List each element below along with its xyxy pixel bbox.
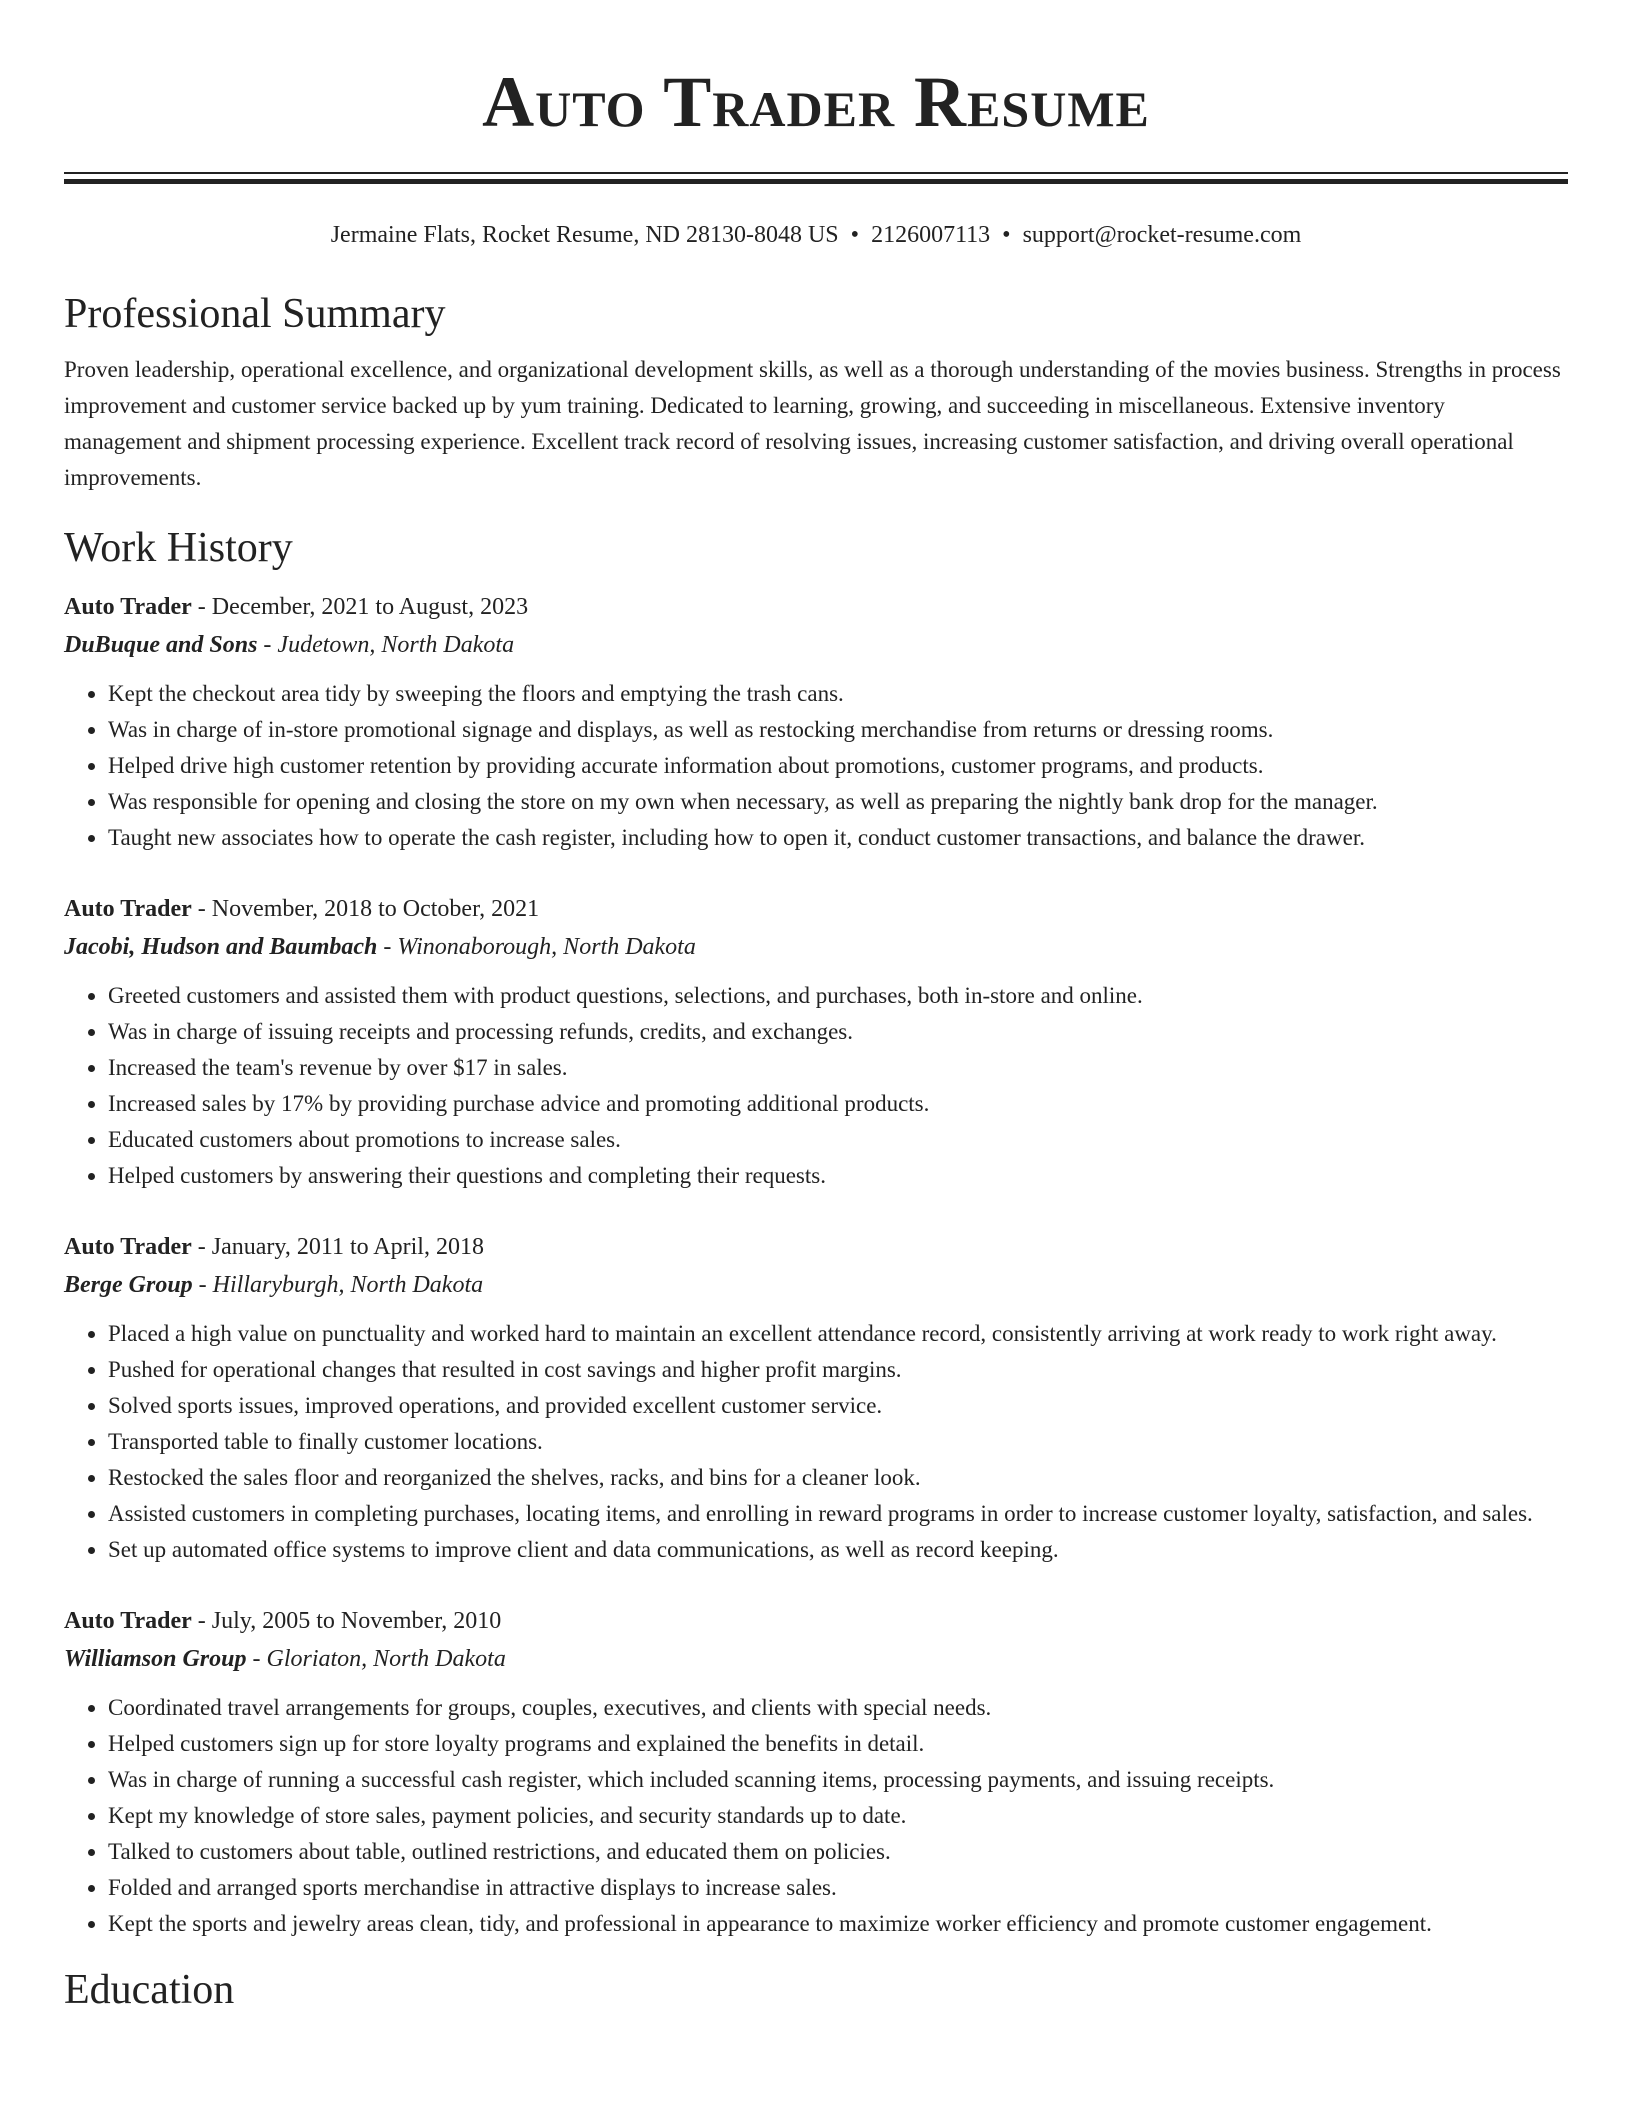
contact-line — [64, 220, 1568, 250]
title-divider — [64, 172, 1568, 184]
job-bullet: • Greeted customers and assisted them with product questions, selections, and purchases, both in-store and online. — [108, 978, 1568, 1014]
job-dates: - July, 2005 to November, 2010 — [191, 1608, 502, 1634]
job-location: - Hillaryburgh, North Dakota — [192, 1272, 484, 1298]
contact-phone: 2126007113 — [871, 222, 991, 248]
job-entry — [64, 890, 1568, 1194]
title-divider-thin — [64, 172, 1568, 174]
work-history-list — [64, 588, 1568, 1942]
job-dates: - December, 2021 to August, 2023 — [191, 594, 529, 620]
job-bullets — [64, 676, 1568, 856]
job-company-line — [64, 1640, 1568, 1678]
contact-separator: • — [850, 222, 860, 248]
job-bullet: • Was in charge of issuing receipts and processing refunds, credits, and exchanges. — [108, 1014, 1568, 1050]
job-company: Berge Group — [64, 1272, 193, 1298]
job-bullet: • Kept my knowledge of store sales, payment policies, and security standards up to date. — [108, 1798, 1568, 1834]
resume-title: Auto Trader Resume — [482, 62, 1150, 142]
job-bullet: • Increased sales by 17% by providing purchase advice and promoting additional products. — [108, 1086, 1568, 1122]
job-bullet: • Solved sports issues, improved operations, and provided excellent customer service. — [108, 1388, 1568, 1424]
job-bullet: • Increased the team's revenue by over $17 in sales. — [108, 1050, 1568, 1086]
job-entry — [64, 1228, 1568, 1568]
job-bullet: • Was responsible for opening and closing the store on my own when necessary, as well as preparing the nightly bank drop for the manager. — [108, 784, 1568, 820]
summary-heading: Professional Summary — [64, 291, 446, 337]
job-title-line — [64, 588, 1568, 626]
contact-email: support@rocket-resume.com — [1022, 222, 1302, 248]
job-bullets — [64, 1690, 1568, 1942]
job-entry — [64, 1602, 1568, 1942]
job-company: DuBuque and Sons — [64, 632, 258, 658]
summary-text: Proven leadership, operational excellence, and organizational development skills, as well as a thorough understanding of the movies business. Strengths in process improvement and customer service backed up by yum training. Dedicated to learning, growing, and succeeding in miscellaneous. Extensive inventory management and shipment processing experience. Excellent track record of resolving issues, increasing customer satisfaction, and driving overall operational improvements. — [64, 357, 1561, 490]
job-location: - Gloriaton, North Dakota — [246, 1646, 506, 1672]
job-title-line — [64, 890, 1568, 928]
job-company-line — [64, 928, 1568, 966]
job-dates: - January, 2011 to April, 2018 — [191, 1234, 484, 1260]
job-bullet: • Talked to customers about table, outlined restrictions, and educated them on policies. — [108, 1834, 1568, 1870]
job-company-line — [64, 1266, 1568, 1304]
job-bullet: • Taught new associates how to operate the cash register, including how to open it, conduct customer transactions, and balance the drawer. — [108, 820, 1568, 856]
job-dates: - November, 2018 to October, 2021 — [191, 896, 540, 922]
job-bullet: • Pushed for operational changes that resulted in cost savings and higher profit margins. — [108, 1352, 1568, 1388]
job-bullet: • Transported table to finally customer locations. — [108, 1424, 1568, 1460]
job-title-line — [64, 1228, 1568, 1266]
job-bullet: • Helped drive high customer retention by providing accurate information about promotions, customer programs, and products. — [108, 748, 1568, 784]
job-bullets — [64, 1316, 1568, 1568]
job-entry — [64, 588, 1568, 856]
title-divider-thick — [64, 179, 1568, 184]
job-role: Auto Trader — [64, 594, 192, 620]
job-bullet: • Kept the sports and jewelry areas clean, tidy, and professional in appearance to maximize worker efficiency and promote customer engagement. — [108, 1906, 1568, 1942]
job-location: - Judetown, North Dakota — [257, 632, 515, 658]
job-company: Jacobi, Hudson and Baumbach — [64, 934, 378, 960]
job-role: Auto Trader — [64, 896, 192, 922]
job-bullet: • Helped customers by answering their questions and completing their requests. — [108, 1158, 1568, 1194]
job-bullet: • Helped customers sign up for store loyalty programs and explained the benefits in detail. — [108, 1726, 1568, 1762]
job-title-line — [64, 1602, 1568, 1640]
job-bullet: • Educated customers about promotions to increase sales. — [108, 1122, 1568, 1158]
job-company-line — [64, 626, 1568, 664]
contact-address: Jermaine Flats, Rocket Resume, ND 28130-8048 US — [330, 222, 839, 248]
job-bullet: • Was in charge of in-store promotional signage and displays, as well as restocking merchandise from returns or dressing rooms. — [108, 712, 1568, 748]
job-bullet: • Was in charge of running a successful cash register, which included scanning items, processing payments, and issuing receipts. — [108, 1762, 1568, 1798]
job-role: Auto Trader — [64, 1234, 192, 1260]
job-location: - Winonaborough, North Dakota — [377, 934, 696, 960]
education-heading: Education — [64, 1967, 235, 2013]
job-bullet: • Set up automated office systems to improve client and data communications, as well as record keeping. — [108, 1532, 1568, 1568]
job-bullet: • Placed a high value on punctuality and worked hard to maintain an excellent attendance record, consistently arriving at work ready to work right away. — [108, 1316, 1568, 1352]
job-role: Auto Trader — [64, 1608, 192, 1634]
work-history-heading: Work History — [64, 525, 293, 571]
job-bullet: • Assisted customers in completing purchases, locating items, and enrolling in reward programs in order to increase customer loyalty, satisfaction, and sales. — [108, 1496, 1568, 1532]
job-bullet: • Restocked the sales floor and reorganized the shelves, racks, and bins for a cleaner look. — [108, 1460, 1568, 1496]
job-bullets — [64, 978, 1568, 1194]
contact-separator: • — [1002, 222, 1011, 248]
job-bullet: • Coordinated travel arrangements for groups, couples, executives, and clients with special needs. — [108, 1690, 1568, 1726]
job-bullet: • Folded and arranged sports merchandise in attractive displays to increase sales. — [108, 1870, 1568, 1906]
job-bullet: • Kept the checkout area tidy by sweeping the floors and emptying the trash cans. — [108, 676, 1568, 712]
job-company: Williamson Group — [64, 1646, 247, 1672]
